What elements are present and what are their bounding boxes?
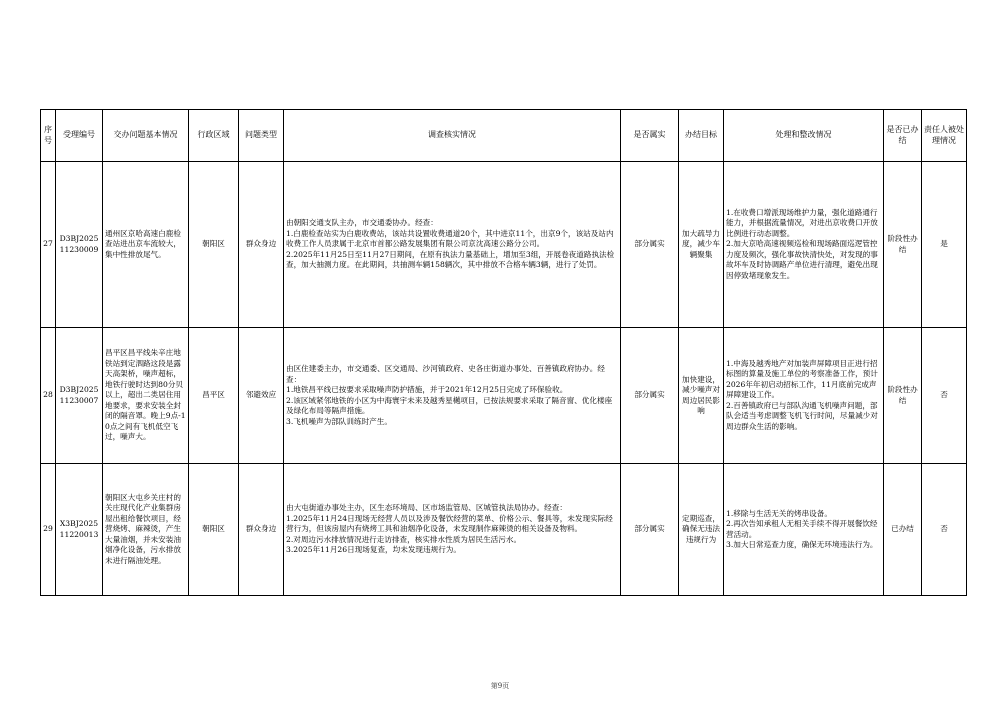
handling-line: 2.再次告知承租人无相关手续不得开展餐饮经营活动。 — [726, 519, 878, 539]
investigation-line: 3.2025年11月26日现场复查，均未发现违规行为。 — [286, 545, 461, 555]
cell-closed: 阶段性办结 — [884, 328, 922, 464]
cell-region: 朝阳区 — [189, 162, 239, 328]
handling-line: 1.中海及越秀地产对加装声屏障项目正进行招标图的算量及施工单位的考察准备工作，预计2026年年初启动招标工作，11月底前完成声屏障建设工作。 — [726, 358, 878, 400]
cell-issue: 通州区京哈高速白鹿检查站进出京车流较大，集中性排放尾气。 — [103, 162, 189, 328]
header-target: 办结目标 — [679, 110, 724, 162]
cell-seq: 29 — [41, 464, 56, 596]
page-number: 第9页 — [490, 682, 510, 690]
investigation-line: 1.2025年11月24日现场无经营人员以及涉及餐饮经营的菜单、价格公示、餐具等，未发现实际经营行为，但该房屋内有烧烤工具和油烟净化设备，未发现制作麻辣烫的相关设备及物料。 — [286, 513, 613, 534]
cell-id: X3BJ202511220013 — [56, 464, 103, 596]
investigation-line: 1.地铁昌平线已按要求采取噪声防护措施，并于2021年12月25日完成了环保验收。 — [286, 385, 568, 394]
cell-closed: 阶段性办结 — [884, 162, 922, 328]
header-seq: 序号 — [41, 110, 56, 162]
cell-accountability: 是 — [922, 162, 967, 328]
investigation-line: 2.2025年11月25日至11月27日期间，在原有执法力量基础上，增加至3组，开展卷夜道路执法检查，加大抽测力度。在此期间，共抽测车辆158辆次，其中排放不合格车辆3辆，进行了处罚。 — [286, 249, 615, 270]
header-handling: 处理和整改情况 — [724, 110, 884, 162]
cell-handling — [724, 464, 884, 596]
cell-issue: 昌平区昌平线朱辛庄地铁站到定泗路这段是露天高架桥，噪声超标，地铁行驶时达到80分贝以上，超出二类居住用地要求，要求安装全封闭的隔音罩。晚上9点-10点之间有飞机低空飞过，噪声大。 — [103, 328, 189, 464]
cell-investigation — [284, 328, 621, 464]
table-row — [41, 464, 967, 596]
cell-type: 群众身边 — [239, 162, 284, 328]
header-row — [41, 110, 967, 162]
cell-id: D3BJ202511230007 — [56, 328, 103, 464]
cell-verified: 部分属实 — [621, 162, 679, 328]
investigation-line: 1.白鹿检查站实为白鹿收费站，该站共设置收费通道20个，其中进京11个，出京9个，该站及站内收费工作人员隶属于北京市首都公路发展集团有限公司京沈高速公路分公司。 — [286, 228, 614, 249]
cell-accountability: 否 — [922, 464, 967, 596]
investigation-line: 由区住建委主办，市交通委、区交通局、沙河镇政府、史各庄街道办事处、百善镇政府协办。经查： — [286, 364, 605, 384]
handling-line: 2.百善镇政府已与部队沟通飞机噪声问题，部队会适当考虑调整飞机飞行时间，尽量减少对周边群众生活的影响。 — [726, 400, 878, 431]
cell-region: 朝阳区 — [189, 464, 239, 596]
table-row — [41, 162, 967, 328]
cell-handling — [724, 162, 884, 328]
cell-closed: 已办结 — [884, 464, 922, 596]
cell-handling — [724, 328, 884, 464]
header-accountability: 责任人被处理情况 — [922, 110, 967, 162]
investigation-line: 由大屯街道办事处主办，区生态环境局、区市场监管局、区城管执法局协办。经查： — [286, 503, 567, 513]
handling-line: 1.移除与生活无关的烤串设备。 — [726, 508, 832, 518]
table-row — [41, 328, 967, 464]
cell-target: 加大疏导力度，减少车辆聚集 — [679, 162, 724, 328]
header-type: 问题类型 — [239, 110, 284, 162]
cell-type: 邻避效应 — [239, 328, 284, 464]
header-issue: 交办问题基本情况 — [103, 110, 189, 162]
handling-line: 1.在收费口增派现场维护力量，强化道路通行能力，并根据流量情况，对进出京收费口开放比例进行动态调整。 — [726, 207, 878, 238]
cell-target: 定期巡查，确保无违法违规行为 — [679, 464, 724, 596]
cell-verified: 部分属实 — [621, 464, 679, 596]
cell-target: 加快建设，减少噪声对周边居民影响 — [679, 328, 724, 464]
investigation-line: 2.该区域紧邻地铁的小区为中海寰宇未来及越秀星樾项目，已按法规要求采取了隔音窗、优化楼座及绿化布局等隔声措施。 — [286, 395, 613, 415]
cell-seq: 28 — [41, 328, 56, 464]
header-verified: 是否属实 — [621, 110, 679, 162]
cell-seq: 27 — [41, 162, 56, 328]
handling-line: 2.加大京哈高速视频巡检和现场路面巡逻管控力度及频次，强化事故快清快处，对发现的事故坏车及时协调路产单位进行清理，避免出现因停致堵现象发生。 — [726, 239, 878, 280]
header-id: 受理编号 — [56, 110, 103, 162]
cell-investigation — [284, 162, 621, 328]
investigation-line: 由朝阳交通支队主办，市交通委协办。经查： — [286, 218, 438, 228]
header-region: 行政区域 — [189, 110, 239, 162]
handling-line: 3.加大日常巡查力度，确保无环境违法行为。 — [726, 540, 878, 549]
header-closed: 是否已办结 — [884, 110, 922, 162]
cell-issue: 朝阳区大屯乡关庄村的关庄现代化产业集群房屋出租给餐饮项目，经营烧烤、麻辣烫，产生大量油烟，并未安装油烟净化设备，污水排放未进行隔油处理。 — [103, 464, 189, 596]
cell-verified: 部分属实 — [621, 328, 679, 464]
cell-accountability: 否 — [922, 328, 967, 464]
cell-id: D3BJ202511230009 — [56, 162, 103, 328]
case-table — [40, 109, 967, 596]
header-investigation: 调查核实情况 — [284, 110, 621, 162]
cell-region: 昌平区 — [189, 328, 239, 464]
cell-type: 群众身边 — [239, 464, 284, 596]
investigation-line: 2.对周边污水排放情况进行走访排查，核实排水性质为居民生活污水。 — [286, 534, 522, 544]
cell-investigation — [284, 464, 621, 596]
investigation-line: 3.飞机噪声为部队训练时产生。 — [286, 416, 392, 426]
